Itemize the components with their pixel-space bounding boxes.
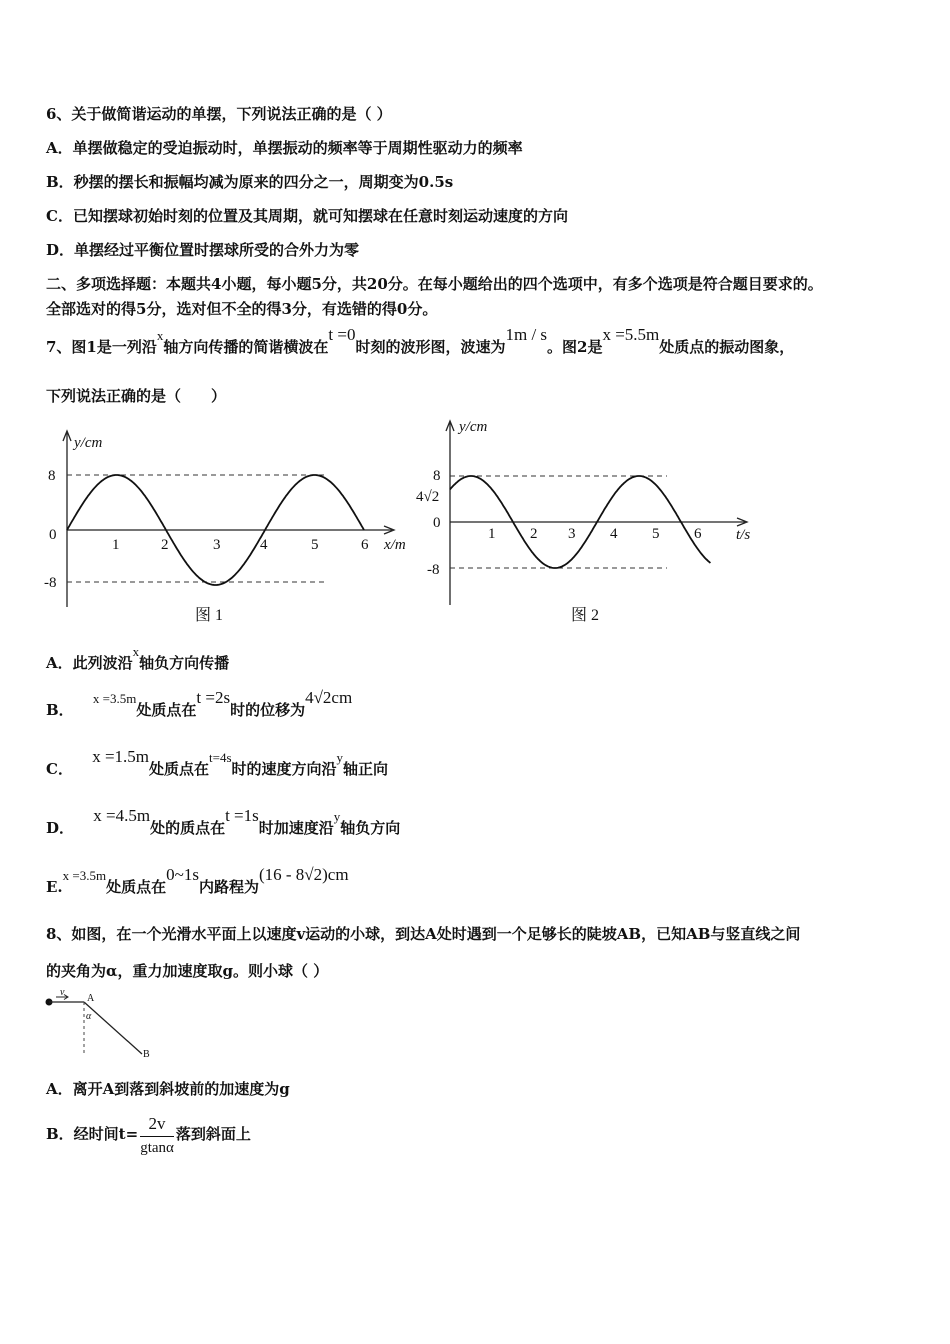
q8-option-b	[46, 1113, 251, 1157]
fig1-tick-x-2: 2	[161, 537, 169, 553]
q7-b-label: B．	[46, 701, 74, 719]
q7-math-speed: 1m / s	[505, 325, 548, 344]
q7-c-label: C．	[46, 760, 73, 778]
section2-heading: 二、多项选择题：本题共4小题，每小题5分，共20分。在每小题给出的四个选项中，有多个选项是符合题目要求的。	[46, 275, 823, 293]
q7-d-math-3: y	[333, 809, 341, 824]
q7-c-text-2: 时的速度方向沿	[231, 760, 337, 778]
fig2-caption: 图 2	[571, 607, 600, 624]
fig1-tick-x-5: 5	[311, 537, 319, 553]
velocity-label: v	[60, 988, 65, 998]
q7-d-text-1: 处的质点在	[150, 819, 226, 837]
q7-stem-text-3: 时刻的波形图，波速为	[355, 338, 506, 356]
fig2-tick-y-8: 8	[433, 468, 441, 484]
q7-e-label: E.	[46, 878, 63, 896]
q7-c-math-1: x =1.5m	[92, 747, 149, 766]
q8-b-text-2: 落到斜面上	[175, 1125, 251, 1143]
point-a-label: A	[87, 993, 95, 1004]
fig1-tick-y-0: 0	[49, 527, 57, 543]
fig1-tick-y-8: 8	[48, 468, 56, 484]
q7-d-label: D．	[46, 819, 75, 837]
q7-b-math-1: x =3.5m	[92, 691, 137, 706]
incline-diagram	[42, 988, 162, 1063]
fig2-tick-x-6: 6	[694, 526, 702, 542]
q7-option-a	[46, 644, 230, 673]
q7-stem-text-5: 处质点的振动图象，	[659, 338, 795, 356]
q7-stem-line2: 下列说法正确的是（ ）	[46, 387, 227, 405]
q7-e-math-1: x =3.5m	[62, 868, 107, 883]
q7-math-x55: x =5.5m	[602, 325, 660, 344]
fig2-tick-y-0: 0	[433, 515, 441, 531]
q7-stem-text-2: 轴方向传播的简谐横波在	[163, 338, 329, 356]
fig2-tick-x-4: 4	[610, 526, 618, 542]
point-b-label: B	[143, 1049, 150, 1060]
q7-stem-text-4: 。图2是	[547, 338, 603, 356]
vibration-graph-figure-2	[405, 415, 775, 630]
q7-d-math-1: x =4.5m	[93, 806, 151, 825]
q7-a-text-2: 轴负方向传播	[139, 654, 230, 672]
q8-stem-line1: 8、如图，在一个光滑水平面上以速度v运动的小球，到达A处时遇到一个足够长的陡坡AB，已知AB与竖直线之间	[46, 925, 801, 943]
q7-option-d	[46, 806, 401, 838]
fig2-tick-x-5: 5	[652, 526, 660, 542]
q7-option-e	[46, 865, 349, 897]
q8-stem-line2: 的夹角为α，重力加速度取g。则小球（ ）	[46, 962, 329, 980]
fig1-tick-y-neg8: -8	[44, 575, 57, 591]
q7-b-math-3: 4√2cm	[305, 688, 353, 707]
fraction-2v-over-gtan	[140, 1114, 174, 1157]
alpha-label: α	[86, 1011, 92, 1022]
q7-option-c	[46, 747, 389, 779]
q6-option-a: A．单摆做稳定的受迫振动时，单摆振动的频率等于周期性驱动力的频率	[46, 139, 523, 157]
slope-ab	[84, 1002, 142, 1054]
fig2-x-label: t/s	[736, 527, 751, 543]
q7-c-math-2: t=4s	[209, 750, 232, 765]
q7-a-math-x: x	[132, 644, 140, 659]
q8-b-text-1: B．经时间t=	[46, 1125, 139, 1143]
fig1-tick-x-1: 1	[112, 537, 120, 553]
q7-a-text-1: A．此列波沿	[46, 654, 133, 672]
q7-math-x: x	[156, 328, 164, 343]
wave-graph-figure-1	[40, 425, 420, 630]
q7-e-text-1: 处质点在	[106, 878, 167, 896]
q7-c-math-3: y	[336, 750, 344, 765]
q7-d-text-2: 时加速度沿	[258, 819, 334, 837]
q6-option-d: D．单摆经过平衡位置时摆球所受的合外力为零	[46, 241, 360, 259]
fig1-x-label: x/m	[384, 537, 406, 553]
q8-option-a: A．离开A到落到斜坡前的加速度为g	[46, 1080, 290, 1098]
q7-stem	[46, 325, 795, 357]
fig1-caption: 图 1	[195, 607, 224, 624]
fig2-y-label: y/cm	[459, 419, 488, 435]
fig2-tick-x-2: 2	[530, 526, 538, 542]
fig1-tick-x-6: 6	[361, 537, 369, 553]
q7-d-text-3: 轴负方向	[340, 819, 401, 837]
q7-math-t0: t =0	[328, 325, 356, 344]
q6-stem: 6、关于做简谐运动的单摆，下列说法正确的是（ ）	[46, 105, 392, 123]
fig2-tick-x-3: 3	[568, 526, 576, 542]
q7-c-text-1: 处质点在	[149, 760, 210, 778]
q6-option-c: C．已知摆球初始时刻的位置及其周期，就可知摆球在任意时刻运动速度的方向	[46, 207, 568, 225]
fig2-tick-y-4sqrt2: 4√2	[416, 489, 440, 505]
q7-e-math-2: 0~1s	[166, 865, 199, 884]
q7-b-math-2: t =2s	[196, 688, 231, 707]
q7-e-text-2: 内路程为	[198, 878, 259, 896]
q6-option-b: B．秒摆的摆长和振幅均减为原来的四分之一，周期变为0.5s	[46, 173, 454, 191]
q7-option-b	[46, 688, 353, 720]
fig1-tick-x-4: 4	[260, 537, 268, 553]
fig2-tick-y-neg8: -8	[427, 562, 440, 578]
fraction-numerator: 2v	[140, 1114, 174, 1137]
section2-rules: 全部选对的得5分，选对但不全的得3分，有选错的得0分。	[46, 300, 438, 318]
q7-c-text-3: 轴正向	[343, 760, 389, 778]
q7-stem-text-1: 7、图1是一列沿	[46, 338, 157, 356]
q7-d-math-2: t =1s	[225, 806, 259, 825]
q7-b-text-2: 时的位移为	[230, 701, 306, 719]
fig1-y-label: y/cm	[74, 435, 103, 451]
fraction-denominator: gtanα	[140, 1139, 174, 1156]
q7-b-text-1: 处质点在	[136, 701, 197, 719]
fig2-tick-x-1: 1	[488, 526, 496, 542]
q7-e-math-3: (16 - 8√2)cm	[258, 865, 349, 884]
fig1-tick-x-3: 3	[213, 537, 221, 553]
